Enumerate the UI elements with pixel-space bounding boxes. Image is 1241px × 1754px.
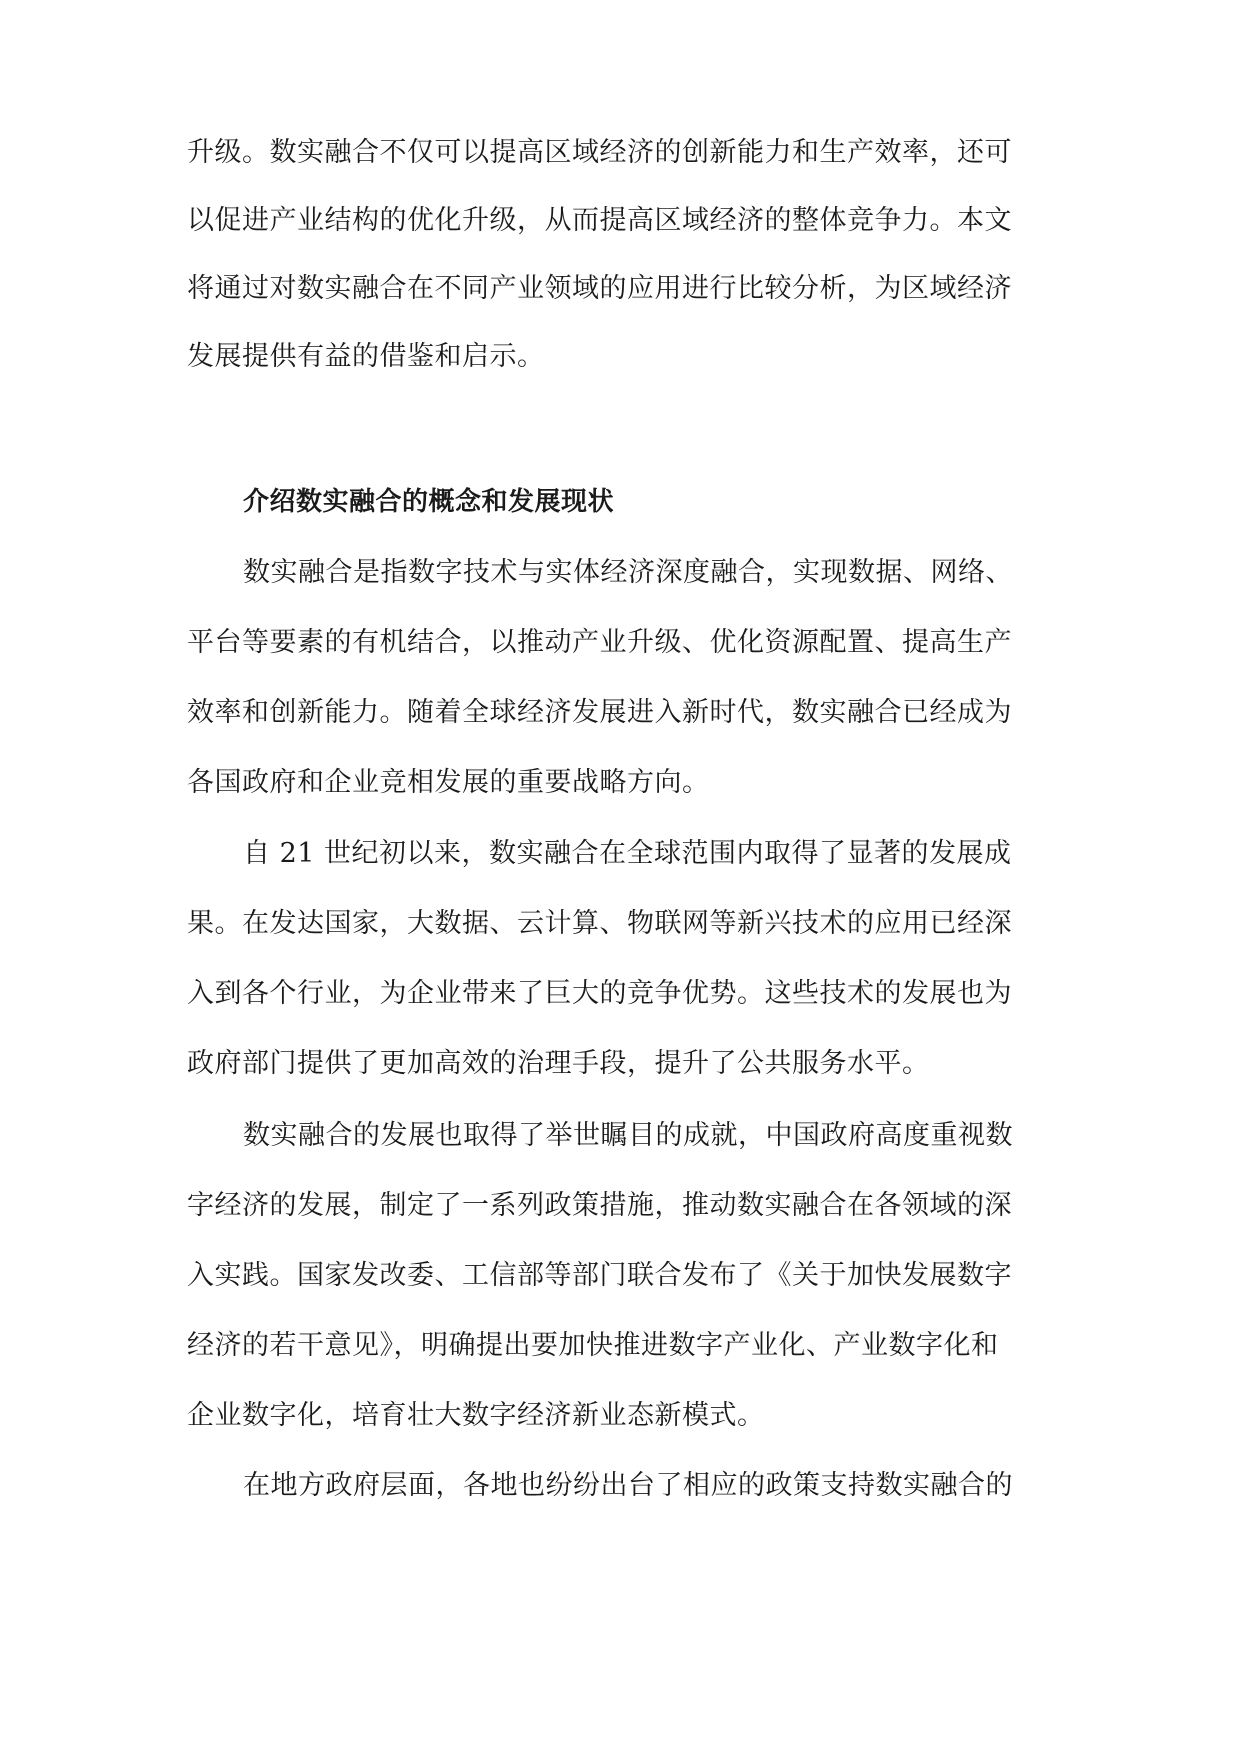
paragraph-3-line-2: 字经济的发展，制定了一系列政策措施，推动数实融合在各领域的深 <box>187 1190 1012 1221</box>
paragraph-2-line-1: 自 21 世纪初以来，数实融合在全球范围内取得了显著的发展成 <box>243 838 1012 869</box>
paragraph-2-line-3: 入到各个行业，为企业带来了巨大的竞争优势。这些技术的发展也为 <box>187 978 1012 1009</box>
paragraph-1-line-2: 平台等要素的有机结合，以推动产业升级、优化资源配置、提高生产 <box>187 627 1012 658</box>
intro-line-1: 升级。数实融合不仅可以提高区域经济的创新能力和生产效率，还可 <box>187 137 1012 168</box>
paragraph-1-line-3: 效率和创新能力。随着全球经济发展进入新时代，数实融合已经成为 <box>187 697 1012 728</box>
paragraph-1-line-1: 数实融合是指数字技术与实体经济深度融合，实现数据、网络、 <box>243 557 1013 588</box>
paragraph-1-line-4: 各国政府和企业竞相发展的重要战略方向。 <box>187 767 710 798</box>
paragraph-3-line-5: 企业数字化，培育壮大数字经济新业态新模式。 <box>187 1400 765 1431</box>
intro-line-3: 将通过对数实融合在不同产业领域的应用进行比较分析，为区域经济 <box>187 273 1012 304</box>
paragraph-2-line-4: 政府部门提供了更加高效的治理手段，提升了公共服务水平。 <box>187 1048 930 1079</box>
intro-line-4: 发展提供有益的借鉴和启示。 <box>187 341 545 372</box>
paragraph-3-line-3: 入实践。国家发改委、工信部等部门联合发布了《关于加快发展数字 <box>187 1260 1012 1291</box>
paragraph-3-line-4: 经济的若干意见》，明确提出要加快推进数字产业化、产业数字化和 <box>187 1330 999 1361</box>
paragraph-4-line-1: 在地方政府层面，各地也纷纷出台了相应的政策支持数实融合的 <box>243 1470 1013 1501</box>
paragraph-3-line-1: 数实融合的发展也取得了举世瞩目的成就，中国政府高度重视数 <box>243 1120 1013 1151</box>
intro-line-2: 以促进产业结构的优化升级，从而提高区域经济的整体竞争力。本文 <box>187 205 1012 236</box>
paragraph-2-line-2: 果。在发达国家，大数据、云计算、物联网等新兴技术的应用已经深 <box>187 908 1012 939</box>
section-heading: 介绍数实融合的概念和发展现状 <box>243 487 615 517</box>
